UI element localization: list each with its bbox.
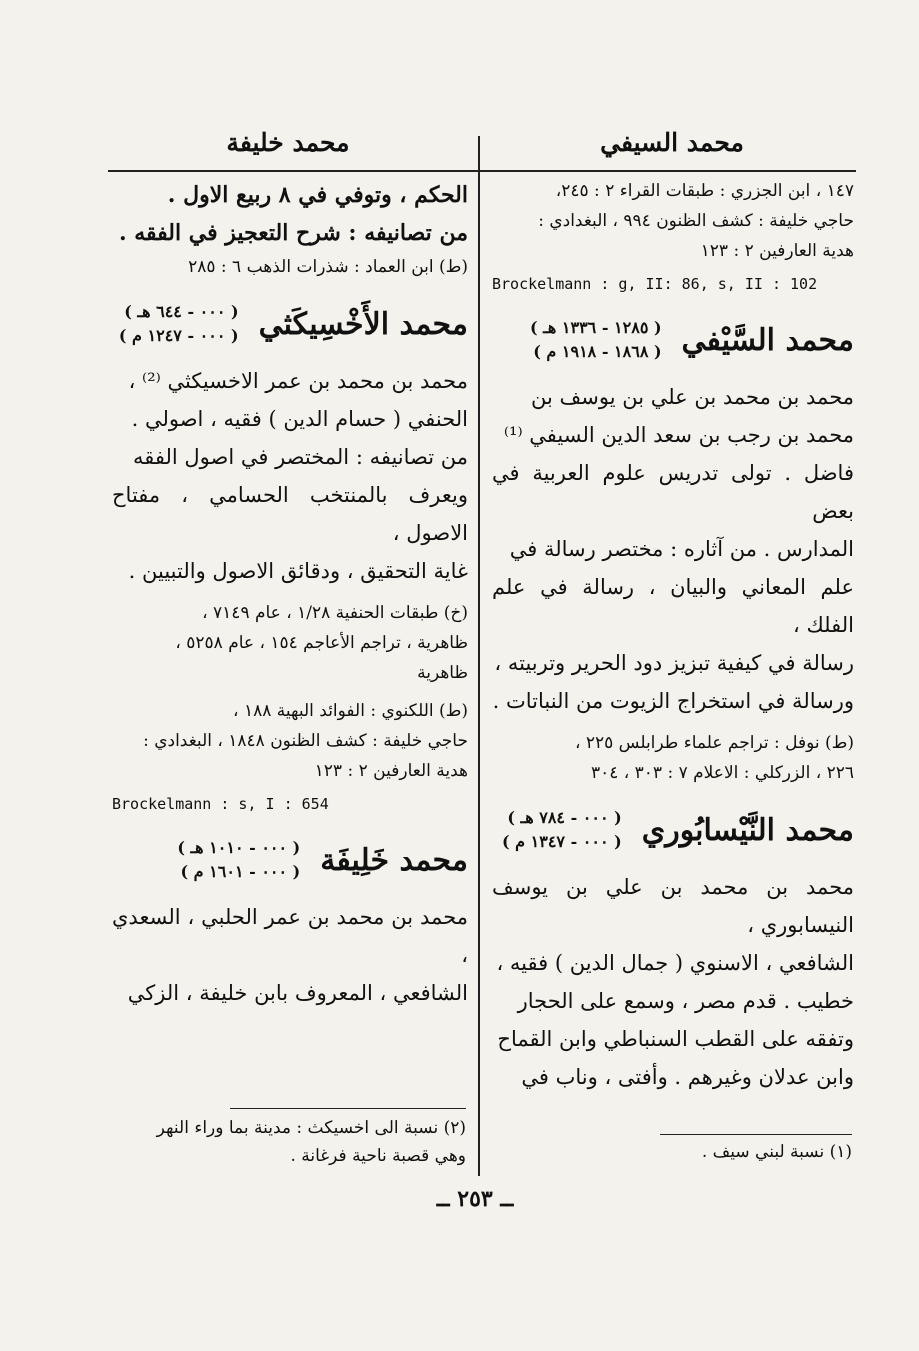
ref-line: ١٤٧ ، ابن الجزري : طبقات القراء ٢ : ٢٤٥، [555, 181, 854, 201]
running-header-right: محمد السيفي [600, 128, 744, 157]
date-hijri: ( ٠٠٠ - ١٠١٠ هـ ) [177, 838, 301, 857]
column-divider [478, 136, 480, 1176]
body-line: غاية التحقيق ، ودقائق الاصول والتبيين . [128, 559, 468, 583]
body-line: محمد بن محمد بن علي بن يوسف بن [531, 385, 854, 409]
entry-name: محمد خَلِيفَة [320, 842, 468, 878]
ref-line: ظاهرية ، تراجم الأعاجم ١٥٤ ، عام ٥٢٥٨ ، [175, 633, 468, 653]
header-rule [108, 170, 856, 172]
body-line: خطيب . قدم مصر ، وسمع على الحجار [517, 989, 854, 1013]
ref-line: (خ) طبقات الحنفية ١/٢٨ ، عام ٧١٤٩ ، [202, 603, 468, 623]
date-gregorian: ( ١٨٦٨ - ١٩١٨ م ) [533, 342, 662, 361]
latin-reference: Brockelmann : g, II: 86, s, II : 102 [492, 275, 818, 293]
ref-line: هدية العارفين ٢ : ١٢٣ [314, 761, 468, 781]
entry-name: محمد النَّيْسابُوري [641, 812, 854, 848]
ref-line: حاجي خليفة : كشف الظنون ٩٩٤ ، البغدادي : [538, 211, 854, 231]
ref-line: حاجي خليفة : كشف الظنون ١٨٤٨ ، البغدادي : [143, 731, 468, 751]
footnote-rule-left [230, 1108, 466, 1109]
body-line: محمد بن محمد بن عمر الحلبي ، السعدي ، [112, 905, 468, 967]
date-hijri: ( ٠٠٠ - ٧٨٤ هـ ) [507, 808, 622, 827]
entry-name: محمد الأَخْسِيكَثي [258, 306, 468, 342]
date-hijri: ( ١٢٨٥ - ١٣٣٦ هـ ) [530, 318, 662, 337]
body-line: محمد بن رجب بن سعد الدين السيفي ⁽¹⁾ [503, 423, 854, 447]
date-hijri: ( ٠٠٠ - ٦٤٤ هـ ) [124, 302, 239, 321]
date-gregorian: ( ٠٠٠ - ١٣٤٧ م ) [502, 832, 622, 851]
footnote-line: (٢) نسبة الى اخسيكث : مدينة بما وراء النهر [156, 1118, 466, 1138]
ref-line: (ط) اللكنوي : الفوائد البهية ١٨٨ ، [233, 701, 468, 721]
body-line: الشافعي ، الاسنوي ( جمال الدين ) فقيه ، [496, 951, 854, 975]
entry-dates [530, 316, 662, 364]
body-line: ويعرف بالمنتخب الحسامي ، مفتاح الاصول ، [112, 483, 468, 545]
running-header-left: محمد خليفة [226, 128, 350, 157]
ref-line: ظاهرية [417, 663, 468, 683]
entry-heading-naysaburi [492, 806, 854, 854]
spacer [492, 720, 854, 728]
footnote-line: وهي قصبة ناحية فرغانة . [290, 1146, 466, 1166]
body-line: وابن عدلان وغيرهم . وأفتى ، وناب في [521, 1065, 854, 1089]
body-line: محمد بن محمد بن علي بن يوسف النيسابوري ، [492, 875, 854, 937]
entry-heading-khalifa [112, 836, 468, 884]
body-line: من تصانيفه : المختصر في اصول الفقه [133, 445, 468, 469]
body-line: فاضل . تولى تدريس علوم العربية في بعض [492, 461, 854, 523]
spacer [112, 688, 468, 696]
entry-dates [119, 300, 239, 348]
left-column [112, 176, 468, 1012]
body-line: ورسالة في استخراج الزيوت من النباتات . [492, 689, 854, 713]
body-line: رسالة في كيفية تبزيز دود الحرير وتربيته ، [494, 651, 854, 675]
body-line: علم المعاني والبيان ، رسالة في علم الفلك ، [492, 575, 854, 637]
body-line: الحنفي ( حسام الدين ) فقيه ، اصولي . [131, 407, 468, 431]
spacer [112, 590, 468, 598]
footnote-rule-right [660, 1134, 852, 1135]
latin-reference: Brockelmann : s, I : 654 [112, 795, 329, 813]
date-gregorian: ( ٠٠٠ - ١٦٠١ م ) [180, 862, 301, 881]
body-line: من تصانيفه : شرح التعجيز في الفقه . [118, 220, 468, 246]
footnote-left [112, 1114, 466, 1170]
entry-heading-sayfi [492, 316, 854, 364]
entry-heading-akhsikathi [112, 300, 468, 348]
page-number: ــ ٢٥٣ ــ [436, 1186, 514, 1212]
ref-line: ٢٢٦ ، الزركلي : الاعلام ٧ : ٣٠٣ ، ٣٠٤ [590, 763, 854, 783]
body-line: الحكم ، وتوفي في ٨ ربيع الاول . [167, 182, 468, 208]
entry-name: محمد السَّيْفي [681, 322, 854, 358]
body-line: وتفقه على القطب السنباطي وابن القماح [497, 1027, 854, 1051]
body-line: محمد بن محمد بن عمر الاخسيكثي ⁽²⁾ ، [128, 369, 468, 393]
body-line: المدارس . من آثاره : مختصر رسالة في [509, 537, 854, 561]
date-gregorian: ( ٠٠٠ - ١٢٤٧ م ) [118, 326, 239, 345]
ref-line: هدية العارفين ٢ : ١٢٣ [700, 241, 854, 261]
right-column [492, 176, 854, 1096]
body-line: الشافعي ، المعروف بابن خليفة ، الزكي [127, 981, 468, 1005]
footnote-right: (١) نسبة لبني سيف . [701, 1142, 852, 1162]
ref-line: (ط) نوفل : تراجم علماء طرابلس ٢٢٥ ، [574, 733, 854, 753]
entry-dates [177, 836, 300, 884]
ref-line: (ط) ابن العماد : شذرات الذهب ٦ : ٢٨٥ [188, 257, 468, 277]
entry-dates [502, 806, 622, 854]
